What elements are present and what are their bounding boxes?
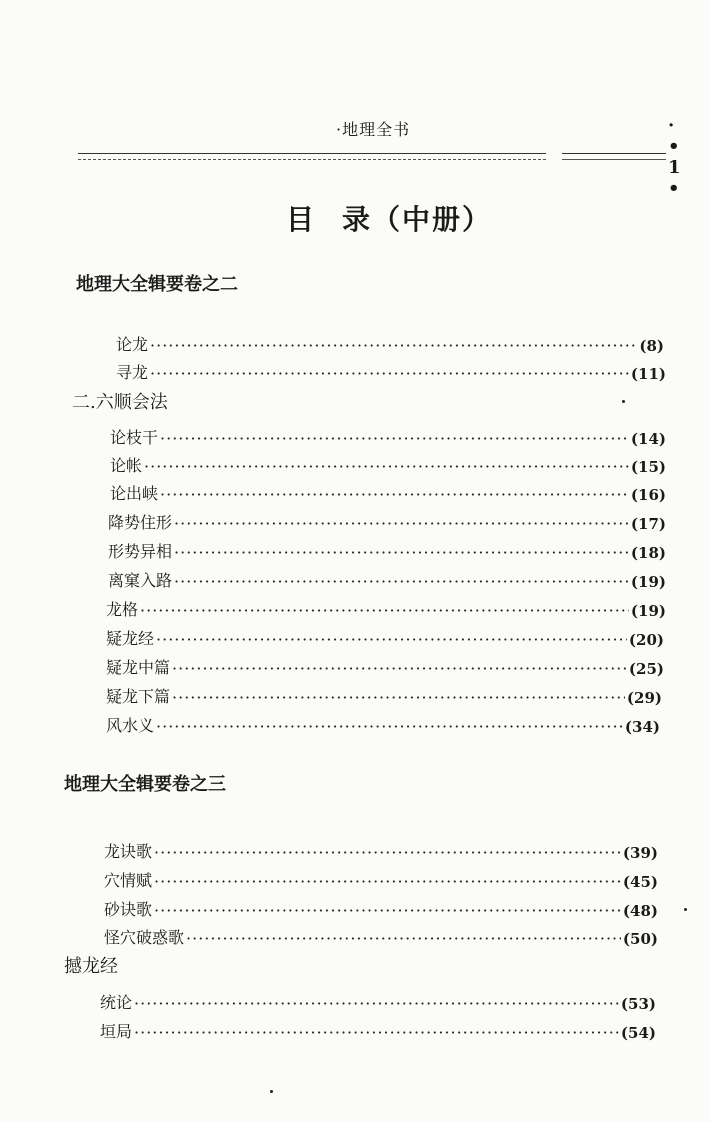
- section-heading: 地理大全辑要卷之三: [64, 774, 226, 795]
- toc-entry[interactable]: [106, 650, 664, 678]
- toc-entry-page: (54): [620, 1024, 656, 1042]
- toc-entry-label: 怪穴破惑歌: [104, 928, 185, 947]
- toc-entry-page: (29): [626, 689, 662, 707]
- toc-entry[interactable]: [110, 448, 666, 476]
- toc-entry-label: 寻龙: [116, 363, 149, 382]
- toc-entry-label: 垣局: [100, 1022, 133, 1041]
- toc-entry-page: (15): [630, 458, 666, 476]
- toc-entry[interactable]: [108, 505, 666, 533]
- scan-speck: [622, 400, 625, 403]
- leader-dots: [156, 717, 623, 736]
- header-rule-right: [562, 153, 666, 154]
- toc-entry[interactable]: [116, 355, 666, 383]
- toc-entry[interactable]: [104, 834, 658, 862]
- toc-entry[interactable]: [106, 679, 662, 707]
- leader-dots: [144, 457, 629, 476]
- toc-entry-page: (34): [624, 718, 660, 736]
- leader-dots: [172, 688, 625, 707]
- toc-entry-label: 统论: [100, 993, 133, 1012]
- toc-entry-label: 论龙: [116, 335, 149, 354]
- leader-dots: [154, 872, 621, 891]
- leader-dots: [156, 630, 627, 649]
- toc-entry-page: (19): [630, 573, 666, 591]
- subgroup-heading: 撼龙经: [64, 956, 118, 977]
- toc-entry-page: (14): [630, 430, 666, 448]
- toc-entry[interactable]: [104, 863, 658, 891]
- toc-entry-label: 龙诀歌: [104, 842, 153, 861]
- toc-entry-label: 疑龙经: [106, 629, 155, 648]
- subgroup-heading: 二.六顺会法: [72, 392, 168, 413]
- toc-entry-label: 龙格: [106, 600, 139, 619]
- toc-entry-page: (25): [628, 660, 664, 678]
- leader-dots: [174, 514, 629, 533]
- toc-entry[interactable]: [106, 592, 666, 620]
- leader-dots: [172, 659, 627, 678]
- page-number: · • 1 •: [668, 115, 681, 199]
- toc-entry-page: (8): [639, 337, 664, 355]
- toc-entry-label: 离窠入路: [108, 571, 173, 590]
- toc-entry-label: 论帐: [110, 456, 143, 475]
- leader-dots: [150, 336, 637, 355]
- leader-dots: [160, 485, 629, 504]
- toc-title-right: 录（中册）: [342, 203, 493, 236]
- leader-dots: [154, 843, 621, 862]
- toc-entry[interactable]: [104, 892, 658, 920]
- toc-entry-label: 降势住形: [108, 513, 173, 532]
- page-header: [76, 115, 681, 199]
- toc-entry-label: 论枝干: [110, 428, 159, 447]
- leader-dots: [134, 994, 619, 1013]
- header-rule-right-thin: [562, 159, 666, 160]
- header-rule: [78, 153, 546, 154]
- scan-speck: [684, 908, 687, 911]
- toc-entry-page: (16): [630, 486, 666, 504]
- section-heading: 地理大全辑要卷之二: [76, 274, 238, 295]
- toc-entry-page: (39): [622, 844, 658, 862]
- toc-entry-label: 穴情赋: [104, 871, 153, 890]
- toc-entry-label: 疑龙下篇: [106, 687, 171, 706]
- toc-entry-label: 风水义: [106, 716, 155, 735]
- toc-entry-page: (19): [630, 602, 666, 620]
- header-rule-dashed: [78, 159, 546, 160]
- leader-dots: [174, 543, 629, 562]
- toc-entry-page: (53): [620, 995, 656, 1013]
- toc-entry-page: (17): [630, 515, 666, 533]
- toc-entry[interactable]: [100, 985, 656, 1013]
- leader-dots: [174, 572, 629, 591]
- leader-dots: [150, 364, 629, 383]
- leader-dots: [186, 929, 621, 948]
- scan-speck: [270, 1090, 273, 1093]
- toc-entry[interactable]: [110, 476, 666, 504]
- toc-entry-label: 形势异相: [108, 542, 173, 561]
- running-head-title: ·地理全书: [336, 120, 411, 139]
- toc-entry-label: 砂诀歌: [104, 900, 153, 919]
- toc-entry[interactable]: [108, 563, 666, 591]
- toc-entry-label: 疑龙中篇: [106, 658, 171, 677]
- toc-entry-label: 论出峡: [110, 484, 159, 503]
- leader-dots: [134, 1023, 619, 1042]
- toc-entry[interactable]: [106, 621, 664, 649]
- toc-entry[interactable]: [108, 534, 666, 562]
- leader-dots: [140, 601, 629, 620]
- toc-entry[interactable]: [106, 708, 660, 736]
- toc-title-left: 目: [286, 203, 317, 236]
- toc-entry-page: (18): [630, 544, 666, 562]
- toc-entry[interactable]: [100, 1014, 656, 1042]
- leader-dots: [154, 901, 621, 920]
- toc-entry-page: (20): [628, 631, 664, 649]
- toc-entry-page: (48): [622, 902, 658, 920]
- toc-entry[interactable]: [104, 920, 658, 948]
- toc-entry[interactable]: [116, 327, 664, 355]
- toc-entry-page: (45): [622, 873, 658, 891]
- toc-entry[interactable]: [110, 420, 666, 448]
- toc-entry-page: (50): [622, 930, 658, 948]
- toc-entry-page: (11): [630, 365, 666, 383]
- leader-dots: [160, 429, 629, 448]
- toc-title: [286, 198, 492, 238]
